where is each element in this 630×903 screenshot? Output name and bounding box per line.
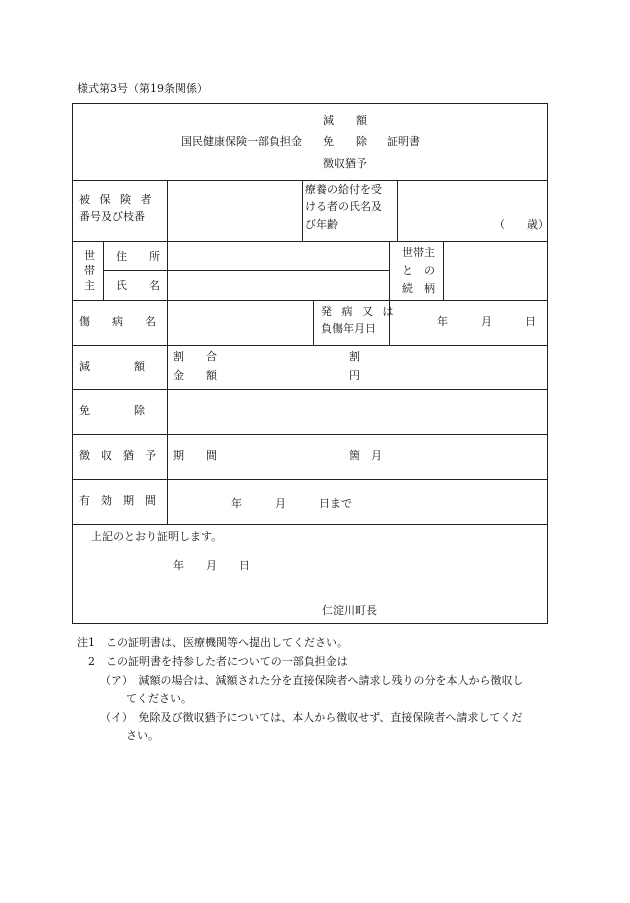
- disease-label: 傷 病 名: [79, 315, 156, 328]
- col-divider: [167, 300, 168, 345]
- row-divider: [73, 524, 547, 525]
- relation-label-2: と の: [402, 264, 435, 277]
- validity-value: 年 月 日まで: [231, 497, 352, 510]
- certify-date: 年 月 日: [173, 559, 250, 572]
- col-divider: [389, 241, 390, 300]
- validity-label: 有 効 期 間: [79, 494, 156, 507]
- relation-label-3: 続 柄: [402, 282, 435, 295]
- title-prefix: 国民健康保険一部負担金: [181, 135, 302, 148]
- col-divider: [443, 241, 444, 300]
- row-divider: [73, 434, 547, 435]
- recipient-label-3: び年齢: [305, 218, 338, 231]
- name-label: 氏 名: [116, 279, 160, 292]
- row-divider: [73, 479, 547, 480]
- amount-unit: 円: [349, 369, 360, 382]
- recipient-label-1: 療養の給付を受: [305, 183, 382, 196]
- period-label: 期 間: [173, 449, 217, 462]
- col-divider: [302, 180, 303, 241]
- insured-number-label-2: 番号及び枝番: [79, 210, 145, 223]
- note-i-line1: （イ） 免除及び徴収猶予については、本人から徴収せず、直接保険者へ請求してくだ: [100, 711, 523, 724]
- exemption-label: 免 除: [79, 404, 145, 417]
- title-option-reduction: 減 額: [323, 114, 367, 127]
- title-option-deferral: 徴収猶予: [323, 157, 367, 170]
- row-divider: [73, 389, 547, 390]
- householder-label-2: 帯: [84, 264, 95, 277]
- col-divider: [313, 300, 314, 345]
- col-divider: [167, 345, 168, 524]
- certify-text: 上記のとおり証明します。: [91, 530, 223, 543]
- note-a-line2: てください。: [126, 692, 192, 705]
- row-divider: [73, 241, 547, 242]
- householder-label-3: 主: [84, 279, 95, 292]
- relation-label-1: 世帯主: [402, 246, 435, 259]
- note-2: 2 この証明書を持参した者についての一部負担金は: [88, 655, 348, 668]
- row-divider: [73, 180, 547, 181]
- row-divider: [73, 300, 547, 301]
- note-a-line1: （ア） 減額の場合は、減額された分を直接保険者へ請求し残りの分を本人から徴収し: [100, 674, 524, 687]
- rate-label: 割 合: [173, 350, 217, 363]
- householder-label-1: 世: [84, 249, 95, 262]
- col-divider: [103, 241, 104, 300]
- col-divider: [167, 241, 168, 300]
- col-divider: [167, 180, 168, 241]
- recipient-label-2: ける者の氏名及: [305, 200, 382, 213]
- onset-label-1: 発 病 又 は: [321, 305, 397, 318]
- issuer: 仁淀川町長: [322, 604, 377, 617]
- amount-label: 金 額: [173, 369, 217, 382]
- title-suffix: 証明書: [387, 135, 420, 148]
- onset-label-2: 負傷年月日: [321, 322, 376, 335]
- onset-date: 年 月 日: [437, 315, 536, 328]
- row-divider: [73, 345, 547, 346]
- note-i-line2: さい。: [126, 729, 159, 742]
- months-unit: 箇 月: [349, 449, 382, 462]
- row-divider: [103, 270, 389, 271]
- form-number: 様式第3号（第19条関係）: [77, 82, 208, 95]
- col-divider: [397, 180, 398, 241]
- title-option-exemption: 免 除: [323, 135, 367, 148]
- deferral-label: 徴 収 猶 予: [79, 449, 156, 462]
- note-1: 注1 この証明書は、医療機関等へ提出してください。: [77, 636, 348, 649]
- reduction-label: 減 額: [79, 360, 145, 373]
- rate-unit: 割: [349, 350, 360, 363]
- age-label: （ 歳）: [494, 218, 549, 231]
- insured-number-label-1: 被 保 険 者: [79, 193, 155, 206]
- address-label: 住 所: [116, 250, 160, 263]
